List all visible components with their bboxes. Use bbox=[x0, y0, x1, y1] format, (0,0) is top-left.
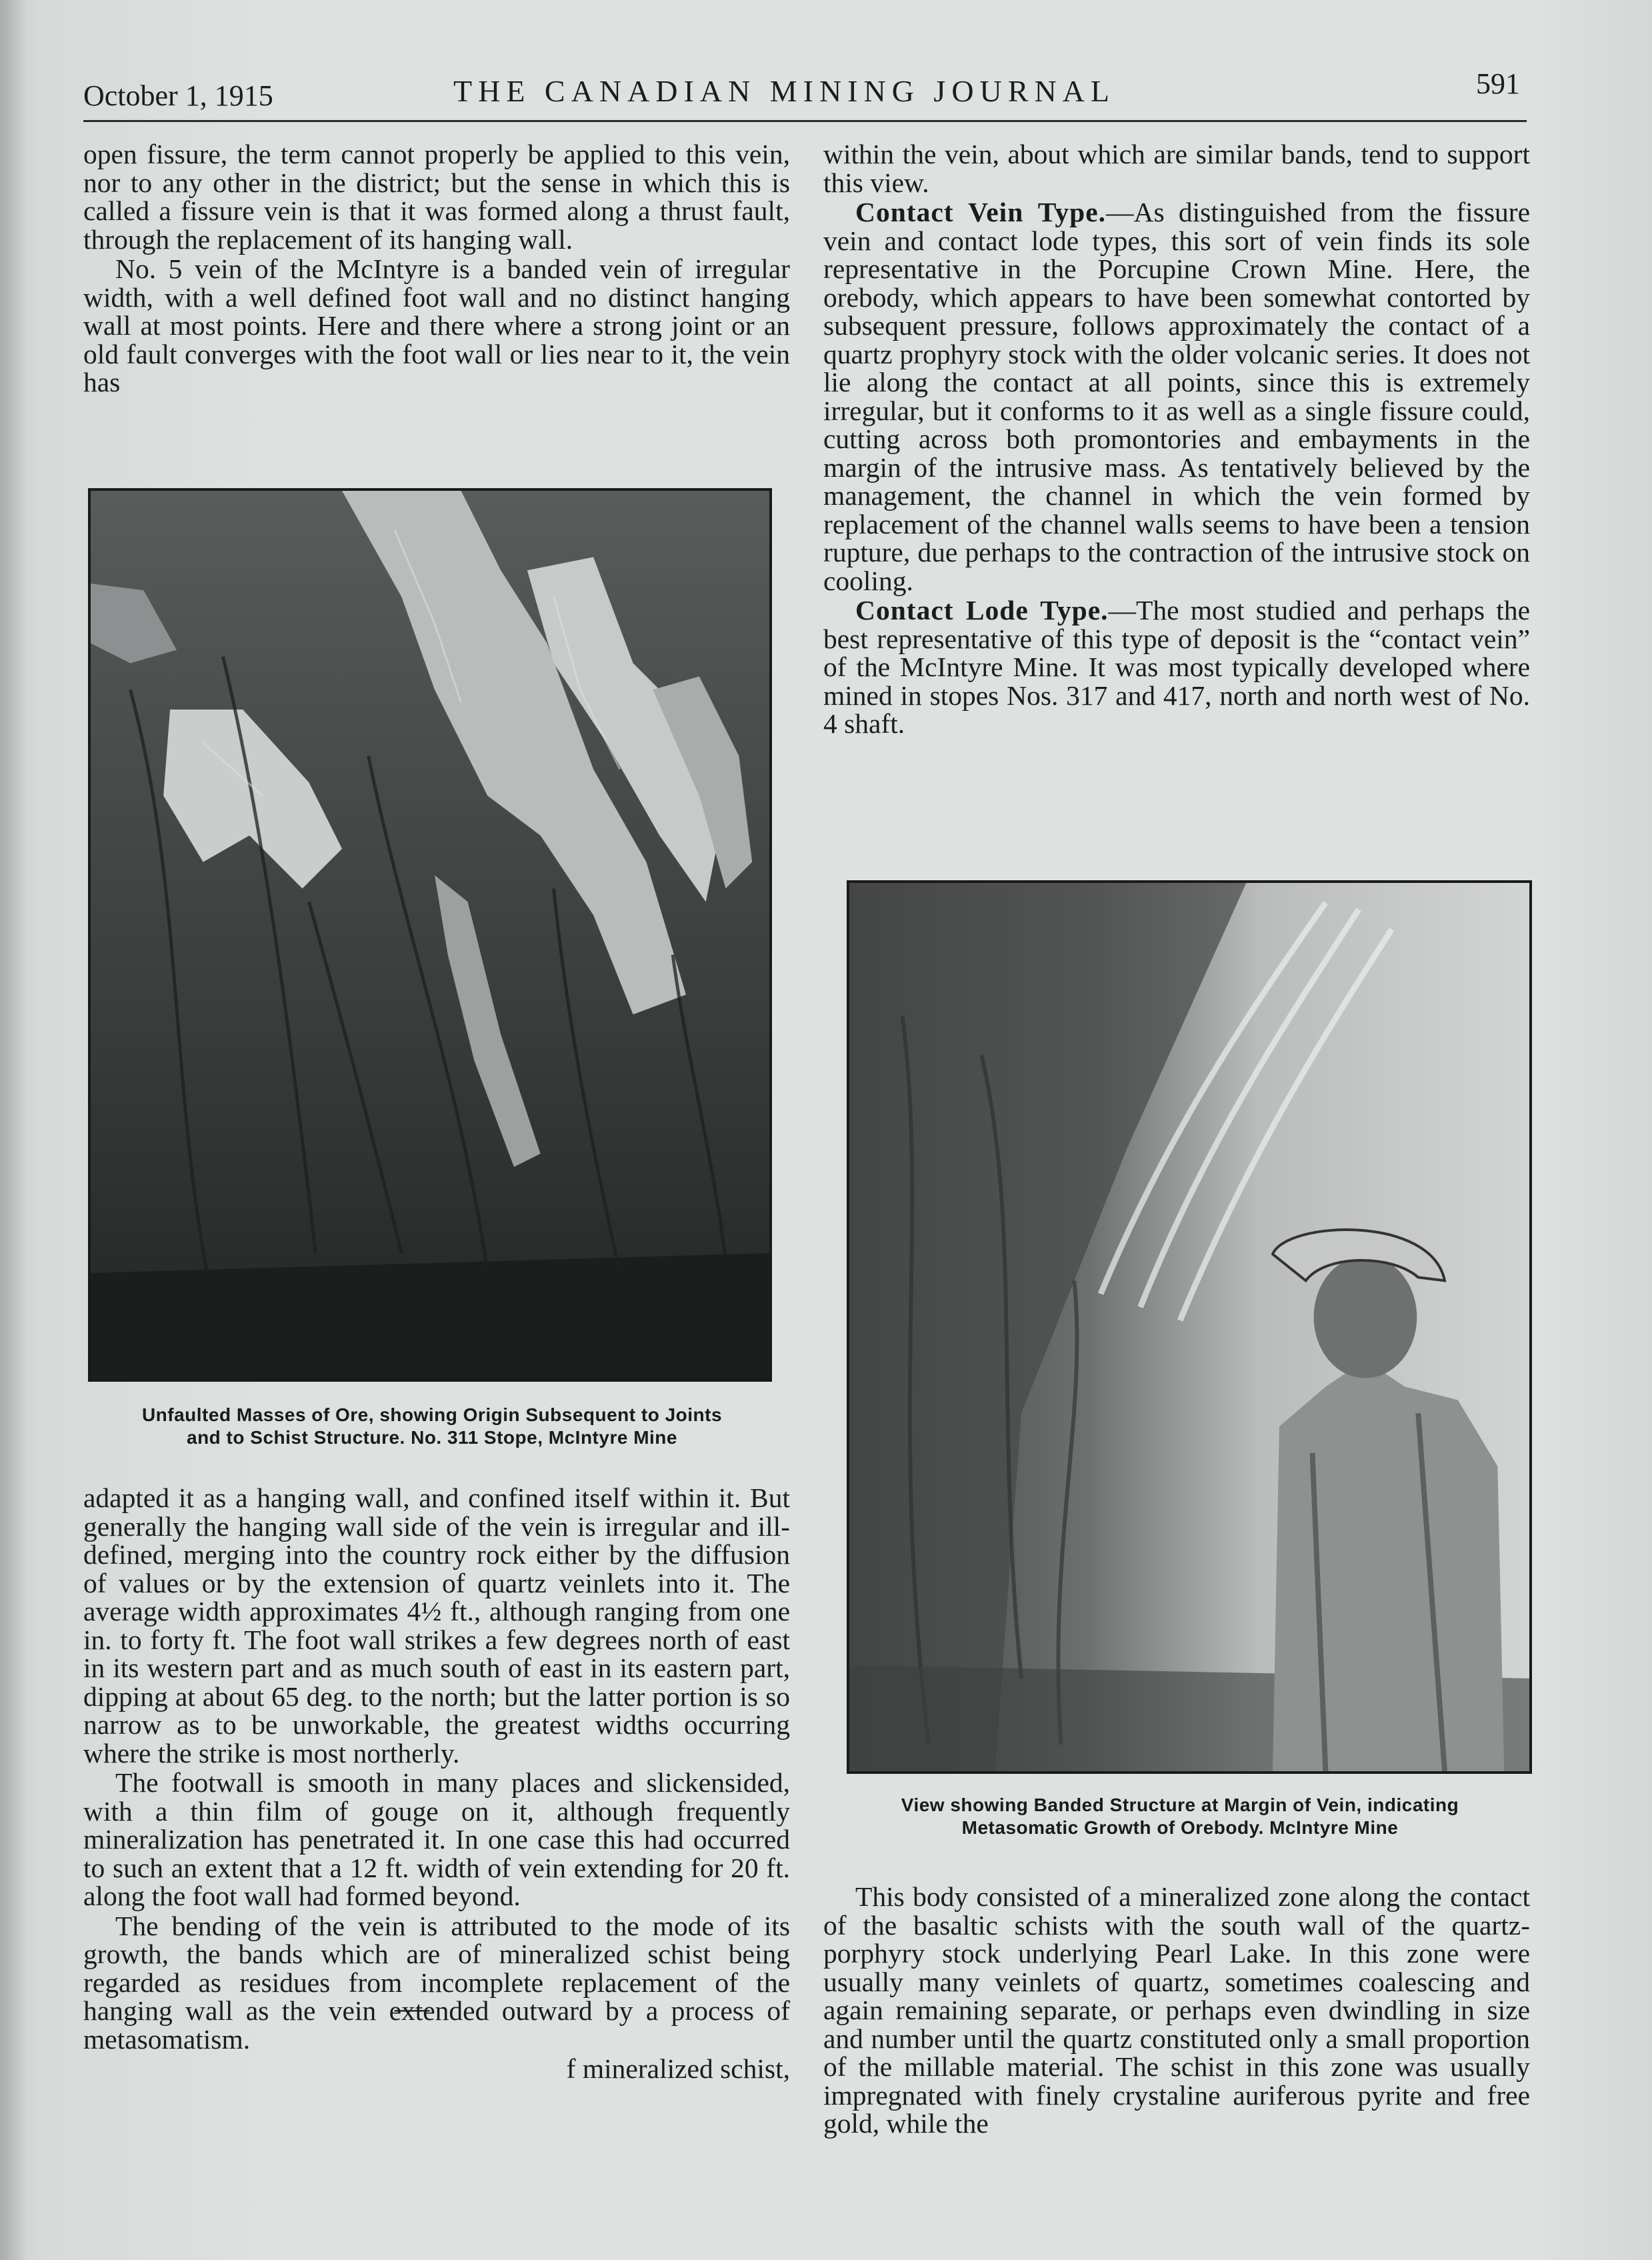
caption-line: and to Schist Structure. No. 311 Stope, McIntyre Mine bbox=[187, 1427, 677, 1448]
paragraph: The footwall is smooth in many places and slickensided, with a thin film of gouge on it, although frequently mineralization has penetrated it. In one case this had occurred to such an extent that a 12 ft. width of vein extending for 20 ft. along the foot wall had formed beyond. bbox=[83, 1767, 790, 1911]
faded-line: f mineralized schist, bbox=[566, 2053, 790, 2084]
section-heading: Contact Lode Type. bbox=[855, 595, 1109, 626]
banded-structure-photo bbox=[847, 880, 1532, 1774]
right-figure-caption bbox=[827, 1794, 1533, 1839]
paragraph: adapted it as a hanging wall, and confined itself within it. But generally the hanging wall side of the vein is irregular and ill-defined, merging into the country rock either by the diffusion of values or by the extension of quartz veinlets into it. The average width approximates 4½ ft., although ranging from one in. to forty ft. The foot wall strikes a few degrees north of east in its western part and as much south of east in its eastern part, dipping at about 65 deg. to the north; but the latter portion is so narrow as to be unworkable, the greatest widths occurring where the strike is most northerly. bbox=[83, 1482, 790, 1769]
right-column-bottom-text bbox=[823, 1883, 1530, 2138]
paragraph: This body consisted of a mineralized zone along the contact of the basaltic schists with the south wall of the quartz-porphyry stock underlying Pearl Lake. In this zone were usually many veinlets of quartz, sometimes coalescing and again remaining separate, or perhaps even dwindling in size and number until the quartz constituted only a small proportion of the millable material. The schist in this zone was usually impregnated with finely crystaline auriferous pyrite and free gold, while the bbox=[823, 1881, 1530, 2139]
header-date: October 1, 1915 bbox=[83, 79, 273, 112]
ore-masses-photo bbox=[88, 488, 772, 1382]
paragraph-text: —The most studied and perhaps the best representative of this type of deposit is the “contact vein” of the McIntyre Mine. It was most typically developed where mined in stopes Nos. 317 and 417, north and north west of No. 4 shaft. bbox=[823, 595, 1530, 739]
left-figure-caption bbox=[79, 1404, 785, 1449]
paragraph bbox=[823, 596, 1530, 738]
paragraph: within the vein, about which are similar bands, tend to support this view. bbox=[823, 139, 1530, 198]
binding-shadow bbox=[0, 0, 27, 2260]
left-column-bottom-text bbox=[83, 1484, 790, 2083]
right-column-top-text bbox=[823, 140, 1530, 738]
paragraph-text: —As distinguished from the fissure vein and contact lode types, this sort of vein finds its sole representative in the Porcupine Crown Mine. Here, the orebody, which appears to have been somewhat contorted by subsequent pressure, follows approximately the contact of a quartz prophyry stock with the older volcanic series. It does not lie along the contact at all points, since this is extremely irregular, but it conforms to it as well as a single fissure could, cutting across both promontories and embayments in the margin of the intrusive mass. As tentatively believed by the management, the channel in which the vein formed by replacement of the channel walls seems to have been a tension rupture, due perhaps to the contraction of the intrusive stock on cooling. bbox=[823, 197, 1530, 596]
section-heading: Contact Vein Type. bbox=[855, 197, 1107, 227]
running-header bbox=[83, 67, 1527, 122]
paragraph bbox=[823, 198, 1530, 595]
caption-line: View showing Banded Structure at Margin of Vein, indicating bbox=[901, 1795, 1459, 1815]
paragraph: open fissure, the term cannot properly be applied to this vein, nor to any other in the district; but the sense in which this is called a fissure vein is that it was formed along a thrust fault, through the replacement of its hanging wall. bbox=[83, 139, 790, 255]
page-number: 591 bbox=[1476, 67, 1520, 100]
caption-line: Unfaulted Masses of Ore, showing Origin Subsequent to Joints bbox=[141, 1404, 723, 1425]
paragraph: No. 5 vein of the McIntyre is a banded vein of irregular width, with a well defined foot wall and no distinct hanging wall at most points. Here and there where a strong joint or an old fault converges with the foot wall or lies near to it, the vein has bbox=[83, 253, 790, 397]
caption-line: Metasomatic Growth of Orebody. McIntyre Mine bbox=[961, 1817, 1399, 1838]
left-column-top-text bbox=[83, 140, 790, 397]
paragraph: The bending of the vein is attributed to the mode of its growth, the bands which are of mineralized schist being regarded as residues from incomplete replacement of the hanging wall as the vein e̶x̶t̶ended outward by a process of metasomatism. bbox=[83, 1910, 790, 2055]
journal-title: THE CANADIAN MINING JOURNAL bbox=[453, 74, 1115, 108]
